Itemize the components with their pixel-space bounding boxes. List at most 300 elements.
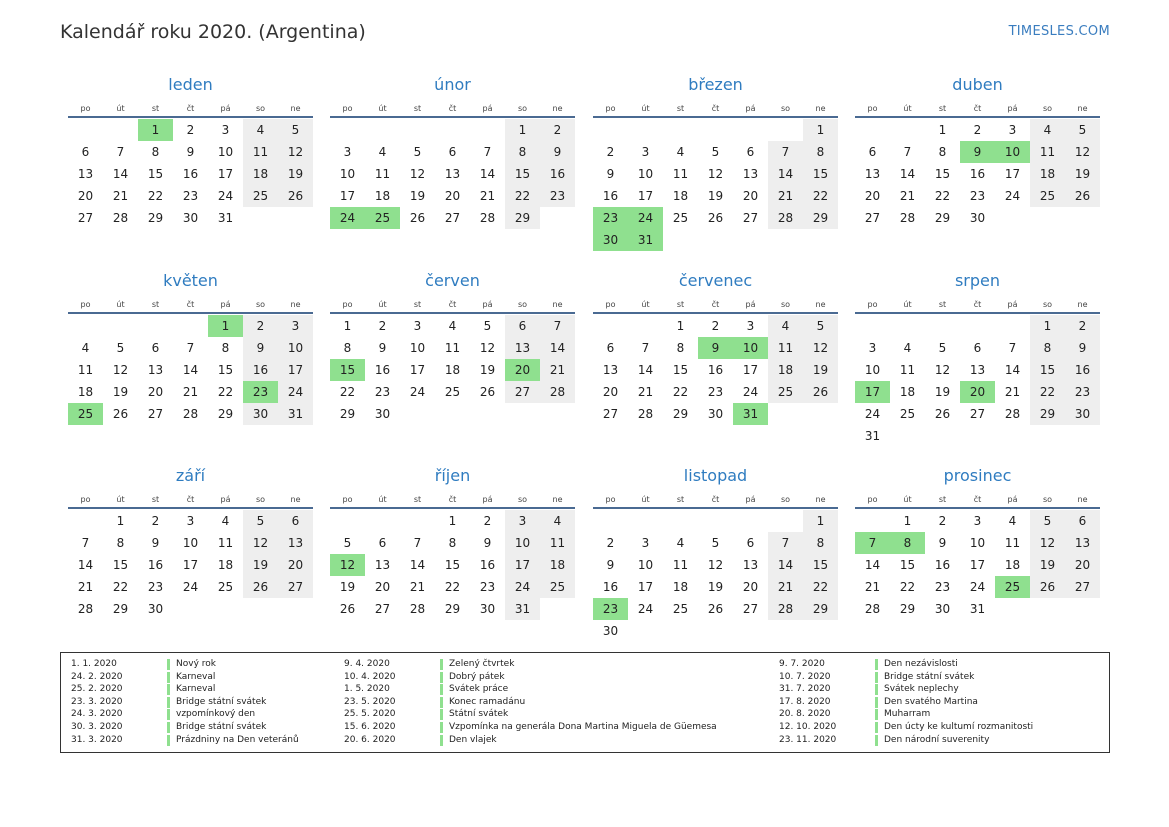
day-cell[interactable]: 8 <box>803 141 838 163</box>
day-cell[interactable]: 7 <box>81 536 90 550</box>
day-cell[interactable]: 23 <box>147 580 164 594</box>
day-cell[interactable]: 29 <box>444 602 461 616</box>
day-cell[interactable]: 4 <box>676 145 685 159</box>
day-cell[interactable]: 6 <box>448 145 457 159</box>
day-cell[interactable]: 16 <box>969 167 986 181</box>
day-cell[interactable]: 18 <box>672 580 689 594</box>
day-cell[interactable]: 9 <box>243 337 278 359</box>
day-cell[interactable]: 7 <box>413 536 422 550</box>
day-cell[interactable]: 3 <box>278 315 313 337</box>
day-cell[interactable]: 4 <box>676 536 685 550</box>
day-cell[interactable]: 8 <box>116 536 125 550</box>
day-cell[interactable]: 11 <box>1004 536 1021 550</box>
day-cell[interactable]: 18 <box>672 189 689 203</box>
day-cell[interactable]: 17 <box>637 580 654 594</box>
day-cell[interactable]: 27 <box>77 211 94 225</box>
day-cell[interactable]: 8 <box>151 145 160 159</box>
day-cell[interactable]: 6 <box>746 145 755 159</box>
day-cell[interactable]: 14 <box>77 558 94 572</box>
day-cell[interactable]: 29 <box>339 407 356 421</box>
day-cell[interactable]: 18 <box>768 359 803 381</box>
day-cell[interactable]: 24 <box>969 580 986 594</box>
day-cell[interactable]: 14 <box>540 337 575 359</box>
day-cell[interactable]: 28 <box>112 211 129 225</box>
day-cell[interactable]: 21 <box>77 580 94 594</box>
day-cell[interactable]: 14 <box>409 558 426 572</box>
day-cell[interactable]: 25 <box>540 576 575 598</box>
day-cell[interactable]: 29 <box>112 602 129 616</box>
day-cell[interactable]: 2 <box>973 123 982 137</box>
holiday-day-cell[interactable]: 9 <box>698 337 733 359</box>
holiday-day-cell[interactable]: 23 <box>243 381 278 403</box>
day-cell[interactable]: 6 <box>505 315 540 337</box>
day-cell[interactable]: 11 <box>540 532 575 554</box>
day-cell[interactable]: 30 <box>934 602 951 616</box>
day-cell[interactable]: 22 <box>444 580 461 594</box>
day-cell[interactable]: 8 <box>803 532 838 554</box>
day-cell[interactable]: 3 <box>641 536 650 550</box>
day-cell[interactable]: 9 <box>938 536 947 550</box>
day-cell[interactable]: 1 <box>803 510 838 532</box>
holiday-day-cell[interactable]: 25 <box>68 403 103 425</box>
day-cell[interactable]: 4 <box>81 341 90 355</box>
day-cell[interactable]: 26 <box>707 211 724 225</box>
day-cell[interactable]: 25 <box>672 602 689 616</box>
day-cell[interactable]: 13 <box>742 167 759 181</box>
day-cell[interactable]: 9 <box>606 558 615 572</box>
day-cell[interactable]: 23 <box>1065 381 1100 403</box>
holiday-day-cell[interactable]: 15 <box>330 359 365 381</box>
day-cell[interactable]: 13 <box>742 558 759 572</box>
holiday-day-cell[interactable]: 9 <box>960 141 995 163</box>
day-cell[interactable]: 19 <box>339 580 356 594</box>
day-cell[interactable]: 4 <box>243 119 278 141</box>
day-cell[interactable]: 28 <box>899 211 916 225</box>
day-cell[interactable]: 11 <box>768 337 803 359</box>
day-cell[interactable]: 17 <box>1004 167 1021 181</box>
day-cell[interactable]: 13 <box>505 337 540 359</box>
day-cell[interactable]: 5 <box>116 341 125 355</box>
day-cell[interactable]: 23 <box>934 580 951 594</box>
day-cell[interactable]: 25 <box>217 580 234 594</box>
day-cell[interactable]: 6 <box>973 341 982 355</box>
day-cell[interactable]: 16 <box>374 363 391 377</box>
day-cell[interactable]: 1 <box>448 514 457 528</box>
day-cell[interactable]: 6 <box>378 536 387 550</box>
day-cell[interactable]: 9 <box>483 536 492 550</box>
day-cell[interactable]: 11 <box>374 167 391 181</box>
day-cell[interactable]: 7 <box>641 341 650 355</box>
day-cell[interactable]: 3 <box>505 510 540 532</box>
day-cell[interactable]: 27 <box>602 407 619 421</box>
day-cell[interactable]: 14 <box>1004 363 1021 377</box>
day-cell[interactable]: 11 <box>672 558 689 572</box>
day-cell[interactable]: 1 <box>505 119 540 141</box>
day-cell[interactable]: 18 <box>374 189 391 203</box>
day-cell[interactable]: 21 <box>540 359 575 381</box>
day-cell[interactable]: 13 <box>1065 532 1100 554</box>
day-cell[interactable]: 17 <box>182 558 199 572</box>
day-cell[interactable]: 21 <box>409 580 426 594</box>
day-cell[interactable]: 29 <box>505 207 540 229</box>
day-cell[interactable]: 8 <box>221 341 230 355</box>
day-cell[interactable]: 27 <box>278 576 313 598</box>
day-cell[interactable]: 4 <box>221 514 230 528</box>
day-cell[interactable]: 31 <box>864 429 881 443</box>
day-cell[interactable]: 19 <box>1030 554 1065 576</box>
day-cell[interactable]: 26 <box>1030 576 1065 598</box>
day-cell[interactable]: 1 <box>938 123 947 137</box>
day-cell[interactable]: 15 <box>934 167 951 181</box>
day-cell[interactable]: 4 <box>903 341 912 355</box>
day-cell[interactable]: 27 <box>742 602 759 616</box>
day-cell[interactable]: 28 <box>479 211 496 225</box>
day-cell[interactable]: 12 <box>934 363 951 377</box>
day-cell[interactable]: 4 <box>768 315 803 337</box>
day-cell[interactable]: 10 <box>637 558 654 572</box>
day-cell[interactable]: 27 <box>742 211 759 225</box>
day-cell[interactable]: 11 <box>243 141 278 163</box>
day-cell[interactable]: 26 <box>934 407 951 421</box>
day-cell[interactable]: 26 <box>243 576 278 598</box>
day-cell[interactable]: 16 <box>602 580 619 594</box>
holiday-day-cell[interactable]: 17 <box>855 381 890 403</box>
day-cell[interactable]: 22 <box>1030 381 1065 403</box>
day-cell[interactable]: 21 <box>637 385 654 399</box>
day-cell[interactable]: 8 <box>1030 337 1065 359</box>
holiday-day-cell[interactable]: 24 <box>330 207 365 229</box>
day-cell[interactable]: 22 <box>339 385 356 399</box>
holiday-day-cell[interactable]: 1 <box>138 119 173 141</box>
day-cell[interactable]: 22 <box>803 576 838 598</box>
day-cell[interactable]: 26 <box>409 211 426 225</box>
day-cell[interactable]: 30 <box>147 602 164 616</box>
day-cell[interactable]: 21 <box>768 576 803 598</box>
day-cell[interactable]: 3 <box>343 145 352 159</box>
day-cell[interactable]: 6 <box>151 341 160 355</box>
day-cell[interactable]: 7 <box>116 145 125 159</box>
day-cell[interactable]: 5 <box>1065 119 1100 141</box>
day-cell[interactable]: 10 <box>217 145 234 159</box>
day-cell[interactable]: 5 <box>711 536 720 550</box>
day-cell[interactable]: 16 <box>934 558 951 572</box>
day-cell[interactable]: 14 <box>637 363 654 377</box>
day-cell[interactable]: 1 <box>343 319 352 333</box>
day-cell[interactable]: 19 <box>707 580 724 594</box>
day-cell[interactable]: 23 <box>540 185 575 207</box>
day-cell[interactable]: 21 <box>768 185 803 207</box>
day-cell[interactable]: 29 <box>899 602 916 616</box>
day-cell[interactable]: 18 <box>217 558 234 572</box>
day-cell[interactable]: 9 <box>186 145 195 159</box>
day-cell[interactable]: 15 <box>803 554 838 576</box>
day-cell[interactable]: 12 <box>278 141 313 163</box>
day-cell[interactable]: 26 <box>278 185 313 207</box>
day-cell[interactable]: 26 <box>112 407 129 421</box>
day-cell[interactable]: 17 <box>339 189 356 203</box>
day-cell[interactable]: 13 <box>278 532 313 554</box>
day-cell[interactable]: 30 <box>374 407 391 421</box>
holiday-day-cell[interactable]: 31 <box>628 229 663 251</box>
day-cell[interactable]: 2 <box>540 119 575 141</box>
day-cell[interactable]: 12 <box>112 363 129 377</box>
day-cell[interactable]: 15 <box>505 163 540 185</box>
day-cell[interactable]: 18 <box>77 385 94 399</box>
day-cell[interactable]: 28 <box>409 602 426 616</box>
day-cell[interactable]: 3 <box>221 123 230 137</box>
day-cell[interactable]: 21 <box>899 189 916 203</box>
day-cell[interactable]: 22 <box>112 580 129 594</box>
day-cell[interactable]: 7 <box>483 145 492 159</box>
day-cell[interactable]: 20 <box>444 189 461 203</box>
day-cell[interactable]: 2 <box>186 123 195 137</box>
day-cell[interactable]: 11 <box>444 341 461 355</box>
day-cell[interactable]: 9 <box>1065 337 1100 359</box>
day-cell[interactable]: 25 <box>899 407 916 421</box>
holiday-day-cell[interactable]: 7 <box>855 532 890 554</box>
day-cell[interactable]: 11 <box>217 536 234 550</box>
day-cell[interactable]: 15 <box>217 363 234 377</box>
holiday-day-cell[interactable]: 23 <box>593 207 628 229</box>
day-cell[interactable]: 21 <box>479 189 496 203</box>
day-cell[interactable]: 8 <box>676 341 685 355</box>
day-cell[interactable]: 4 <box>1008 514 1017 528</box>
day-cell[interactable]: 6 <box>81 145 90 159</box>
day-cell[interactable]: 22 <box>934 189 951 203</box>
day-cell[interactable]: 29 <box>217 407 234 421</box>
day-cell[interactable]: 21 <box>112 189 129 203</box>
day-cell[interactable]: 17 <box>505 554 540 576</box>
day-cell[interactable]: 2 <box>938 514 947 528</box>
day-cell[interactable]: 26 <box>803 381 838 403</box>
day-cell[interactable]: 6 <box>278 510 313 532</box>
day-cell[interactable]: 25 <box>1030 185 1065 207</box>
day-cell[interactable]: 7 <box>768 141 803 163</box>
day-cell[interactable]: 12 <box>803 337 838 359</box>
day-cell[interactable]: 5 <box>413 145 422 159</box>
day-cell[interactable]: 12 <box>1065 141 1100 163</box>
day-cell[interactable]: 28 <box>1004 407 1021 421</box>
day-cell[interactable]: 26 <box>479 385 496 399</box>
day-cell[interactable]: 17 <box>742 363 759 377</box>
day-cell[interactable]: 10 <box>505 532 540 554</box>
day-cell[interactable]: 27 <box>969 407 986 421</box>
day-cell[interactable]: 6 <box>868 145 877 159</box>
day-cell[interactable]: 12 <box>479 341 496 355</box>
day-cell[interactable]: 10 <box>278 337 313 359</box>
day-cell[interactable]: 10 <box>182 536 199 550</box>
day-cell[interactable]: 8 <box>343 341 352 355</box>
day-cell[interactable]: 20 <box>1065 554 1100 576</box>
day-cell[interactable]: 30 <box>602 624 619 638</box>
day-cell[interactable]: 5 <box>938 341 947 355</box>
holiday-day-cell[interactable]: 25 <box>995 576 1030 598</box>
day-cell[interactable]: 17 <box>969 558 986 572</box>
day-cell[interactable]: 11 <box>899 363 916 377</box>
day-cell[interactable]: 9 <box>151 536 160 550</box>
day-cell[interactable]: 1 <box>116 514 125 528</box>
day-cell[interactable]: 28 <box>768 598 803 620</box>
day-cell[interactable]: 29 <box>934 211 951 225</box>
day-cell[interactable]: 20 <box>864 189 881 203</box>
day-cell[interactable]: 3 <box>413 319 422 333</box>
day-cell[interactable]: 28 <box>540 381 575 403</box>
day-cell[interactable]: 24 <box>182 580 199 594</box>
holiday-day-cell[interactable]: 24 <box>628 207 663 229</box>
day-cell[interactable]: 8 <box>938 145 947 159</box>
day-cell[interactable]: 3 <box>973 514 982 528</box>
day-cell[interactable]: 20 <box>77 189 94 203</box>
day-cell[interactable]: 30 <box>243 403 278 425</box>
day-cell[interactable]: 30 <box>969 211 986 225</box>
day-cell[interactable]: 11 <box>77 363 94 377</box>
day-cell[interactable]: 27 <box>505 381 540 403</box>
day-cell[interactable]: 12 <box>409 167 426 181</box>
day-cell[interactable]: 18 <box>444 363 461 377</box>
day-cell[interactable]: 13 <box>147 363 164 377</box>
holiday-day-cell[interactable]: 12 <box>330 554 365 576</box>
day-cell[interactable]: 27 <box>374 602 391 616</box>
day-cell[interactable]: 7 <box>1008 341 1017 355</box>
day-cell[interactable]: 16 <box>540 163 575 185</box>
holiday-day-cell[interactable]: 31 <box>733 403 768 425</box>
day-cell[interactable]: 5 <box>343 536 352 550</box>
holiday-day-cell[interactable]: 20 <box>505 359 540 381</box>
day-cell[interactable]: 31 <box>505 598 540 620</box>
day-cell[interactable]: 19 <box>707 189 724 203</box>
day-cell[interactable]: 14 <box>864 558 881 572</box>
day-cell[interactable]: 5 <box>1030 510 1065 532</box>
day-cell[interactable]: 5 <box>711 145 720 159</box>
day-cell[interactable]: 16 <box>243 359 278 381</box>
day-cell[interactable]: 21 <box>182 385 199 399</box>
day-cell[interactable]: 11 <box>672 167 689 181</box>
day-cell[interactable]: 16 <box>602 189 619 203</box>
day-cell[interactable]: 19 <box>1065 163 1100 185</box>
day-cell[interactable]: 13 <box>374 558 391 572</box>
day-cell[interactable]: 20 <box>602 385 619 399</box>
day-cell[interactable]: 19 <box>243 554 278 576</box>
day-cell[interactable]: 6 <box>746 536 755 550</box>
day-cell[interactable]: 15 <box>899 558 916 572</box>
day-cell[interactable]: 11 <box>1030 141 1065 163</box>
day-cell[interactable]: 13 <box>864 167 881 181</box>
day-cell[interactable]: 30 <box>479 602 496 616</box>
day-cell[interactable]: 15 <box>672 363 689 377</box>
day-cell[interactable]: 26 <box>707 602 724 616</box>
day-cell[interactable]: 3 <box>641 145 650 159</box>
day-cell[interactable]: 13 <box>602 363 619 377</box>
day-cell[interactable]: 22 <box>803 185 838 207</box>
day-cell[interactable]: 2 <box>483 514 492 528</box>
day-cell[interactable]: 4 <box>540 510 575 532</box>
day-cell[interactable]: 24 <box>278 381 313 403</box>
day-cell[interactable]: 2 <box>711 319 720 333</box>
day-cell[interactable]: 24 <box>217 189 234 203</box>
day-cell[interactable]: 22 <box>672 385 689 399</box>
day-cell[interactable]: 22 <box>147 189 164 203</box>
day-cell[interactable]: 19 <box>803 359 838 381</box>
day-cell[interactable]: 2 <box>606 145 615 159</box>
day-cell[interactable]: 18 <box>1004 558 1021 572</box>
holiday-day-cell[interactable]: 25 <box>365 207 400 229</box>
day-cell[interactable]: 26 <box>339 602 356 616</box>
day-cell[interactable]: 29 <box>672 407 689 421</box>
day-cell[interactable]: 14 <box>479 167 496 181</box>
day-cell[interactable]: 10 <box>339 167 356 181</box>
day-cell[interactable]: 25 <box>768 381 803 403</box>
day-cell[interactable]: 29 <box>803 598 838 620</box>
day-cell[interactable]: 18 <box>540 554 575 576</box>
day-cell[interactable]: 28 <box>864 602 881 616</box>
day-cell[interactable]: 3 <box>1008 123 1017 137</box>
day-cell[interactable]: 24 <box>409 385 426 399</box>
day-cell[interactable]: 27 <box>864 211 881 225</box>
day-cell[interactable]: 12 <box>707 167 724 181</box>
day-cell[interactable]: 1 <box>1030 315 1065 337</box>
day-cell[interactable]: 9 <box>540 141 575 163</box>
day-cell[interactable]: 29 <box>1030 403 1065 425</box>
day-cell[interactable]: 3 <box>868 341 877 355</box>
day-cell[interactable]: 14 <box>768 554 803 576</box>
day-cell[interactable]: 16 <box>182 167 199 181</box>
day-cell[interactable]: 28 <box>182 407 199 421</box>
day-cell[interactable]: 4 <box>1030 119 1065 141</box>
day-cell[interactable]: 10 <box>409 341 426 355</box>
day-cell[interactable]: 12 <box>707 558 724 572</box>
day-cell[interactable]: 28 <box>637 407 654 421</box>
day-cell[interactable]: 7 <box>540 315 575 337</box>
holiday-day-cell[interactable]: 30 <box>593 229 628 251</box>
day-cell[interactable]: 24 <box>1004 189 1021 203</box>
day-cell[interactable]: 22 <box>505 185 540 207</box>
day-cell[interactable]: 3 <box>186 514 195 528</box>
day-cell[interactable]: 13 <box>969 363 986 377</box>
day-cell[interactable]: 21 <box>864 580 881 594</box>
day-cell[interactable]: 2 <box>243 315 278 337</box>
day-cell[interactable]: 8 <box>448 536 457 550</box>
day-cell[interactable]: 14 <box>182 363 199 377</box>
day-cell[interactable]: 16 <box>707 363 724 377</box>
day-cell[interactable]: 12 <box>1030 532 1065 554</box>
day-cell[interactable]: 19 <box>479 363 496 377</box>
day-cell[interactable]: 9 <box>606 167 615 181</box>
holiday-day-cell[interactable]: 10 <box>995 141 1030 163</box>
day-cell[interactable]: 7 <box>768 532 803 554</box>
day-cell[interactable]: 30 <box>707 407 724 421</box>
day-cell[interactable]: 19 <box>409 189 426 203</box>
day-cell[interactable]: 5 <box>483 319 492 333</box>
holiday-day-cell[interactable]: 10 <box>733 337 768 359</box>
day-cell[interactable]: 4 <box>378 145 387 159</box>
day-cell[interactable]: 6 <box>606 341 615 355</box>
day-cell[interactable]: 24 <box>505 576 540 598</box>
day-cell[interactable]: 25 <box>243 185 278 207</box>
day-cell[interactable]: 19 <box>278 163 313 185</box>
day-cell[interactable]: 23 <box>969 189 986 203</box>
day-cell[interactable]: 24 <box>637 602 654 616</box>
day-cell[interactable]: 9 <box>378 341 387 355</box>
day-cell[interactable]: 12 <box>243 532 278 554</box>
day-cell[interactable]: 19 <box>112 385 129 399</box>
day-cell[interactable]: 16 <box>147 558 164 572</box>
day-cell[interactable]: 2 <box>606 536 615 550</box>
day-cell[interactable]: 15 <box>444 558 461 572</box>
day-cell[interactable]: 29 <box>147 211 164 225</box>
day-cell[interactable]: 15 <box>1030 359 1065 381</box>
day-cell[interactable]: 1 <box>803 119 838 141</box>
day-cell[interactable]: 27 <box>1065 576 1100 598</box>
